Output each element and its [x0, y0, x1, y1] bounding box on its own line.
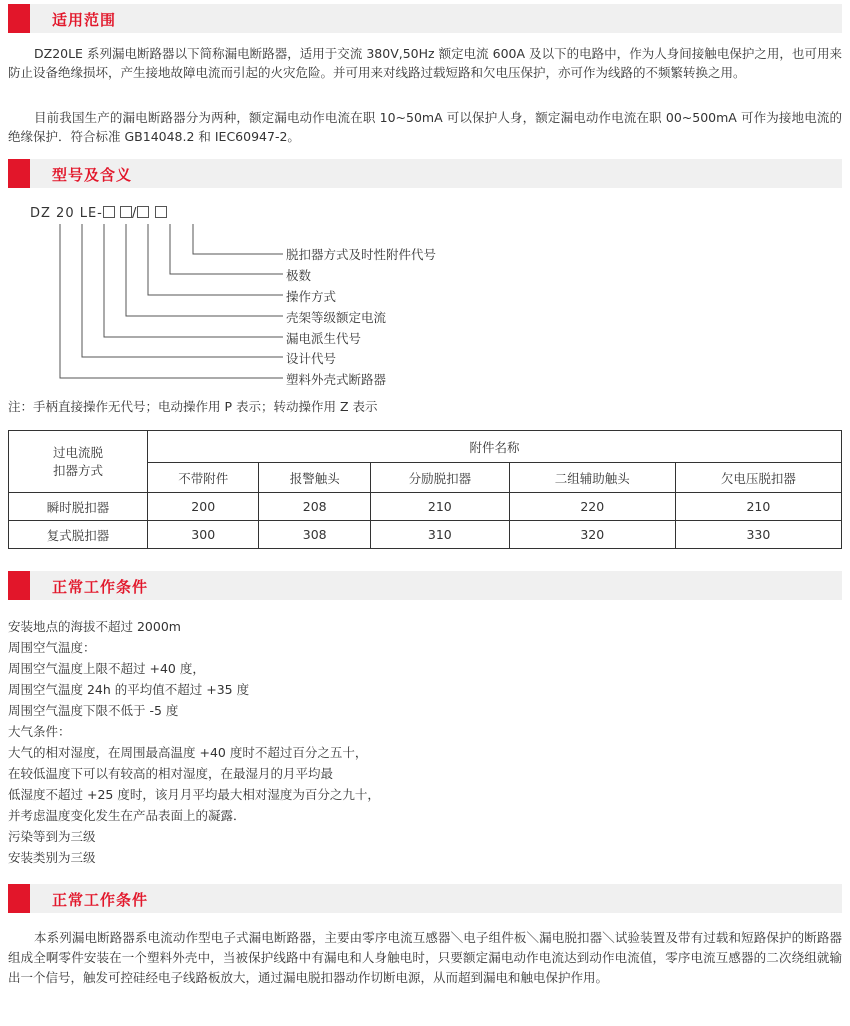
condition-line: 污染等到为三级	[8, 829, 96, 844]
model-note: 注：手柄直接操作无代号；电动操作用 P 表示；转动操作用 Z 表示	[8, 399, 378, 414]
condition-line: 安装地点的海拔不超过 2000m	[8, 619, 181, 634]
table-cell: 310	[370, 521, 509, 549]
model-label: 极数	[286, 268, 312, 283]
scope-paragraph-1: DZ20LE 系列漏电断路器以下简称漏电断路器，适用于交流 380V,50Hz 额定电流 600A 及以下的电路中，作为人身间接触电保护之用，也可用来防止设备绝缘损坏，产生接地故障电流而引起的火灾危险。并可用来对线路过载短路和欠电压保护，亦可作为线路的不频繁转换之用。	[8, 46, 842, 80]
model-label: 操作方式	[286, 289, 337, 304]
corner-header-line: 扣器方式	[52, 462, 103, 478]
table-header-row	[9, 431, 842, 463]
model-code-slash: /	[132, 206, 138, 221]
model-label: 漏电派生代号	[286, 331, 362, 346]
condition-line: 在较低温度下可以有较高的相对湿度，在最湿月的月平均最	[8, 766, 334, 781]
table-row	[9, 493, 842, 521]
condition-line: 并考虑温度变化发生在产品表面上的凝露．	[8, 808, 246, 823]
section-title: 型号及含义	[52, 166, 133, 184]
condition-line: 低湿度不超过 +25 度时，该月月平均最大相对湿度为百分之九十，	[8, 787, 380, 802]
model-label: 脱扣器方式及时性附件代号	[286, 247, 437, 262]
table-cell: 210	[370, 493, 509, 521]
column-header: 分励脱扣器	[370, 463, 509, 493]
corner-header-cell	[9, 431, 148, 493]
table-cell: 320	[509, 521, 675, 549]
column-header: 不带附件	[148, 463, 259, 493]
structure-paragraph: 本系列漏电断路器系电流动作型电子式漏电断路器，主要由零序电流互感器＼电子组件板＼漏电脱扣器＼试验装置及带有过载和短路保护的断路器组成全啊零件安装在一个塑料外壳中，当被保护线路中有漏电和人身触电时，只要额定漏电动作电流达到动作电流值，零序电流互感器的二次绕组就输出一个信号，触发可控硅经电子线路板放大，通过漏电脱扣器动作切断电源，从而超到漏电和触电保护作用。	[8, 930, 842, 985]
table-row	[9, 521, 842, 549]
table-cell: 200	[148, 493, 259, 521]
condition-line: 周围空气温度：	[8, 640, 96, 655]
table-cell: 208	[259, 493, 370, 521]
condition-line: 周围空气温度上限不超过 +40 度，	[8, 661, 205, 676]
section-title: 适用范围	[52, 11, 117, 29]
table-cell: 220	[509, 493, 675, 521]
column-header: 报警触头	[259, 463, 370, 493]
column-header: 二组辅助触头	[509, 463, 675, 493]
column-header: 欠电压脱扣器	[675, 463, 841, 493]
model-code-prefix: DZ 20 LE-	[30, 206, 103, 221]
section-header-conditions	[8, 571, 842, 600]
section-marker	[8, 571, 30, 600]
model-label: 设计代号	[286, 351, 337, 366]
condition-line: 周围空气温度下限不低于 -5 度	[8, 703, 179, 718]
scope-paragraph-2: 目前我国生产的漏电断路器分为两种，额定漏电动作电流在职 10~50mA 可以保护人身，额定漏电动作电流在职 00~500mA 可作为接地电流的绝缘保护．符合标准 GB14048.2 和 IEC60947-2。	[8, 110, 842, 144]
row-label: 复式脱扣器	[9, 521, 148, 549]
condition-line: 大气的相对湿度，在周围最高温度 +40 度时不超过百分之五十，	[8, 745, 368, 760]
corner-header-line: 过电流脱	[52, 444, 103, 460]
model-label: 壳架等级额定电流	[286, 310, 387, 325]
model-diagram-lines	[0, 0, 850, 400]
model-label: 塑料外壳式断路器	[286, 372, 387, 387]
condition-line: 安装类别为三级	[8, 850, 96, 865]
table-cell: 308	[259, 521, 370, 549]
section-title: 正常工作条件	[52, 578, 149, 596]
section-header-structure	[8, 884, 842, 913]
accessory-code-table	[8, 430, 842, 549]
table-cell: 330	[675, 521, 841, 549]
condition-line: 周围空气温度 24h 的平均值不超过 +35 度	[8, 682, 250, 697]
table-cell: 210	[675, 493, 841, 521]
condition-line: 大气条件：	[8, 724, 71, 739]
section-marker	[8, 884, 30, 913]
section-title: 正常工作条件	[52, 891, 149, 909]
row-label: 瞬时脱扣器	[9, 493, 148, 521]
table-cell: 300	[148, 521, 259, 549]
group-header-cell: 附件名称	[148, 431, 842, 463]
